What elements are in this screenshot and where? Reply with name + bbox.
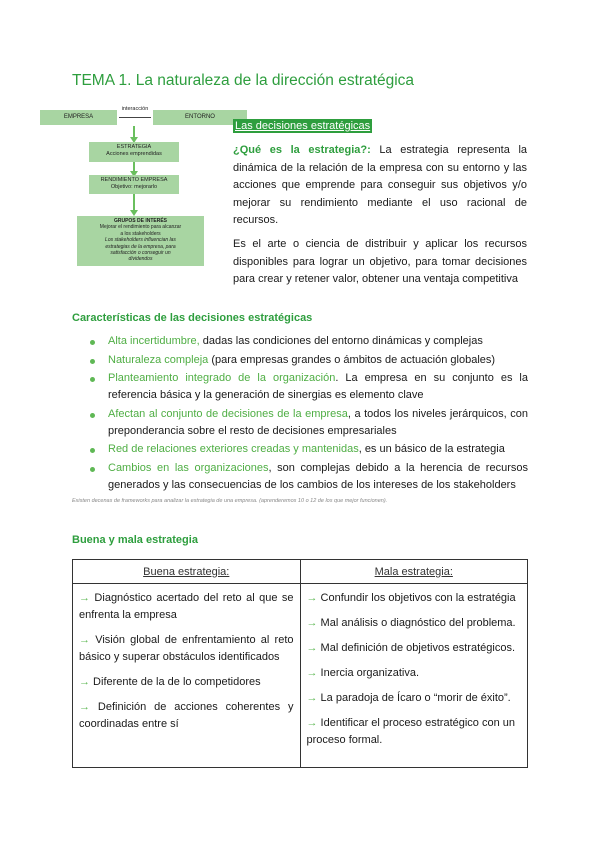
- diagram-grupos-line3: Los stakeholders influencian las: [105, 237, 176, 244]
- diagram-grupos-line2: a los stakeholders: [120, 230, 161, 237]
- strategy-question: ¿Qué es la estrategia?:: [233, 144, 371, 156]
- item-text: Diagnóstico acertado del reto al que se enfrenta la empresa: [79, 592, 294, 621]
- diagram-interaction-arrow: [119, 117, 151, 118]
- item-text: Visión global de enfrentamiento al reto básico y superar obstáculos identificados: [79, 634, 294, 663]
- list-item: [307, 665, 522, 682]
- diagram-rendimiento-title: RENDIMIENTO EMPRESA: [100, 177, 168, 183]
- diagram-estrategia-sub: Acciones emprendidas: [106, 151, 162, 157]
- list-item: [72, 460, 528, 494]
- diagram-empresa-box: EMPRESA: [40, 110, 117, 125]
- item-text: , son complejas debido a la herencia de recursos generados y las consecuencias de los cambios de los intereses de los stakeholders: [108, 461, 528, 491]
- list-item: [72, 406, 528, 440]
- diagram-grupos-line5: satisfacción o conseguir un: [110, 250, 171, 257]
- item-text: Identificar el proceso estratégico con un proceso formal.: [306, 717, 516, 746]
- buena-mala-heading: Buena y mala estrategia: [72, 534, 198, 546]
- item-text: Mal definición de objetivos estratégicos.: [317, 642, 515, 654]
- diagram-estrategia-title: ESTRATEGIA: [116, 144, 152, 150]
- item-text: dadas las condiciones del entorno dinámicas y complejas: [199, 335, 483, 347]
- diagram-rendimiento-box: [89, 175, 179, 194]
- diagram-grupos-line6: dividendos: [128, 256, 153, 263]
- item-text: Diferente de la de lo competidores: [90, 676, 261, 688]
- list-item: [72, 370, 528, 404]
- diagram-arrow-down-2: [133, 162, 135, 172]
- arrow-right-icon: →: [79, 676, 90, 688]
- comparison-table: [72, 559, 528, 768]
- list-item: [79, 590, 294, 624]
- diagram-grupos-line1: Mejorar el rendimiento para alcanzar: [99, 224, 182, 231]
- arrow-right-icon: →: [306, 667, 318, 679]
- list-item: [307, 690, 522, 707]
- intro-p1-text: La estrategia representa la dinámica de la relación de la empresa con su entorno y las acciones que emprende para conseguir sus objetivos y/o mejorar su rendimiento mediante el uso racional de recursos.: [233, 144, 528, 227]
- list-item: [307, 715, 522, 749]
- arrow-right-icon: →: [306, 717, 318, 729]
- arrow-right-icon: →: [306, 617, 318, 629]
- caracteristicas-list: [72, 333, 528, 495]
- list-item: [79, 674, 294, 691]
- list-item: [307, 590, 522, 607]
- decisiones-heading: Las decisiones estratégicas: [235, 120, 371, 132]
- caracteristicas-heading: Características de las decisiones estratégicas: [72, 312, 313, 324]
- diagram-arrow-down-3: [133, 194, 135, 211]
- item-text: (para empresas grandes o ámbitos de actuación globales): [208, 353, 496, 366]
- mala-cell: [300, 584, 528, 768]
- intro-paragraph-1: [233, 142, 527, 230]
- frameworks-note: Existen decenas de frameworks para analizar la estrategia de una empresa. (aprenderemos 10 o 12 de los que mejor funcionen).: [72, 498, 388, 504]
- diagram-interaccion-label: interacción: [121, 106, 149, 112]
- item-text: La paradoja de Ícaro o “morir de éxito”.: [317, 692, 511, 704]
- diagram-grupos-title: GRUPOS DE INTERÉS: [113, 218, 168, 224]
- item-text: Inercia organizativa.: [317, 667, 419, 679]
- diagram-estrategia-box: [89, 142, 179, 162]
- list-item: [79, 632, 294, 666]
- list-item: [79, 699, 294, 733]
- col-header-mala: Mala estrategia:: [300, 560, 528, 584]
- page-title: TEMA 1. La naturaleza de la dirección estratégica: [72, 72, 415, 89]
- bullet-icon: [90, 377, 95, 382]
- list-item: [307, 615, 522, 632]
- bullet-icon: [90, 467, 95, 472]
- item-keyword: Red de relaciones exteriores creadas y mantenidas: [108, 443, 359, 455]
- item-keyword: Cambios en las organizaciones: [108, 461, 269, 474]
- list-item: [72, 352, 528, 369]
- item-text: Confundir los objetivos con la estratégia: [317, 592, 516, 604]
- bullet-icon: [90, 359, 95, 364]
- arrow-right-icon: →: [79, 592, 90, 604]
- col-header-buena: Buena estrategia:: [73, 560, 301, 584]
- item-keyword: Naturaleza compleja: [108, 353, 209, 366]
- diagram-grupos-line4: estrategias de la empresa, para: [105, 243, 176, 250]
- item-text: , a todos los niveles jerárquicos, con preponderancia sobre el resto de decisiones empresariales: [108, 407, 528, 437]
- item-text: . La empresa en su conjunto es la referencia básica y la generación de sinergias es elemento clave: [108, 372, 528, 401]
- diagram-grupos-box: [77, 216, 204, 266]
- strategy-diagram: [40, 104, 240, 280]
- list-item: [72, 333, 528, 350]
- item-keyword: Planteamiento integrado de la organización: [108, 372, 336, 384]
- item-text: Definición de acciones coherentes y coordinadas entre sí: [79, 701, 294, 730]
- arrow-right-icon: →: [79, 701, 90, 713]
- intro-paragraph-2: Es el arte o ciencia de distribuir y aplicar los recursos disponibles para lograr un objetivo, para tomar decisiones para crear y retener valor, obtener una ventaja competitiva: [233, 238, 527, 286]
- buena-cell: [73, 584, 301, 768]
- arrow-right-icon: →: [306, 592, 318, 604]
- list-item: [72, 441, 528, 458]
- bullet-icon: [90, 413, 95, 418]
- arrow-right-icon: →: [79, 634, 90, 646]
- list-item: [307, 640, 522, 657]
- item-text: , es un básico de la estrategia: [358, 443, 505, 455]
- item-keyword: Afectan al conjunto de decisiones de la empresa: [108, 407, 348, 420]
- item-text: Mal análisis o diagnóstico del problema.: [317, 617, 516, 629]
- diagram-arrow-down-1: [133, 126, 135, 138]
- bullet-icon: [90, 340, 95, 345]
- bullet-icon: [90, 448, 95, 453]
- arrow-right-icon: →: [306, 642, 318, 654]
- diagram-rendimiento-sub: Objetivo: mejorarlo: [110, 184, 158, 190]
- item-keyword: Alta incertidumbre,: [108, 335, 200, 347]
- arrow-right-icon: →: [306, 692, 318, 704]
- diagram-entorno-box: ENTORNO: [153, 110, 247, 125]
